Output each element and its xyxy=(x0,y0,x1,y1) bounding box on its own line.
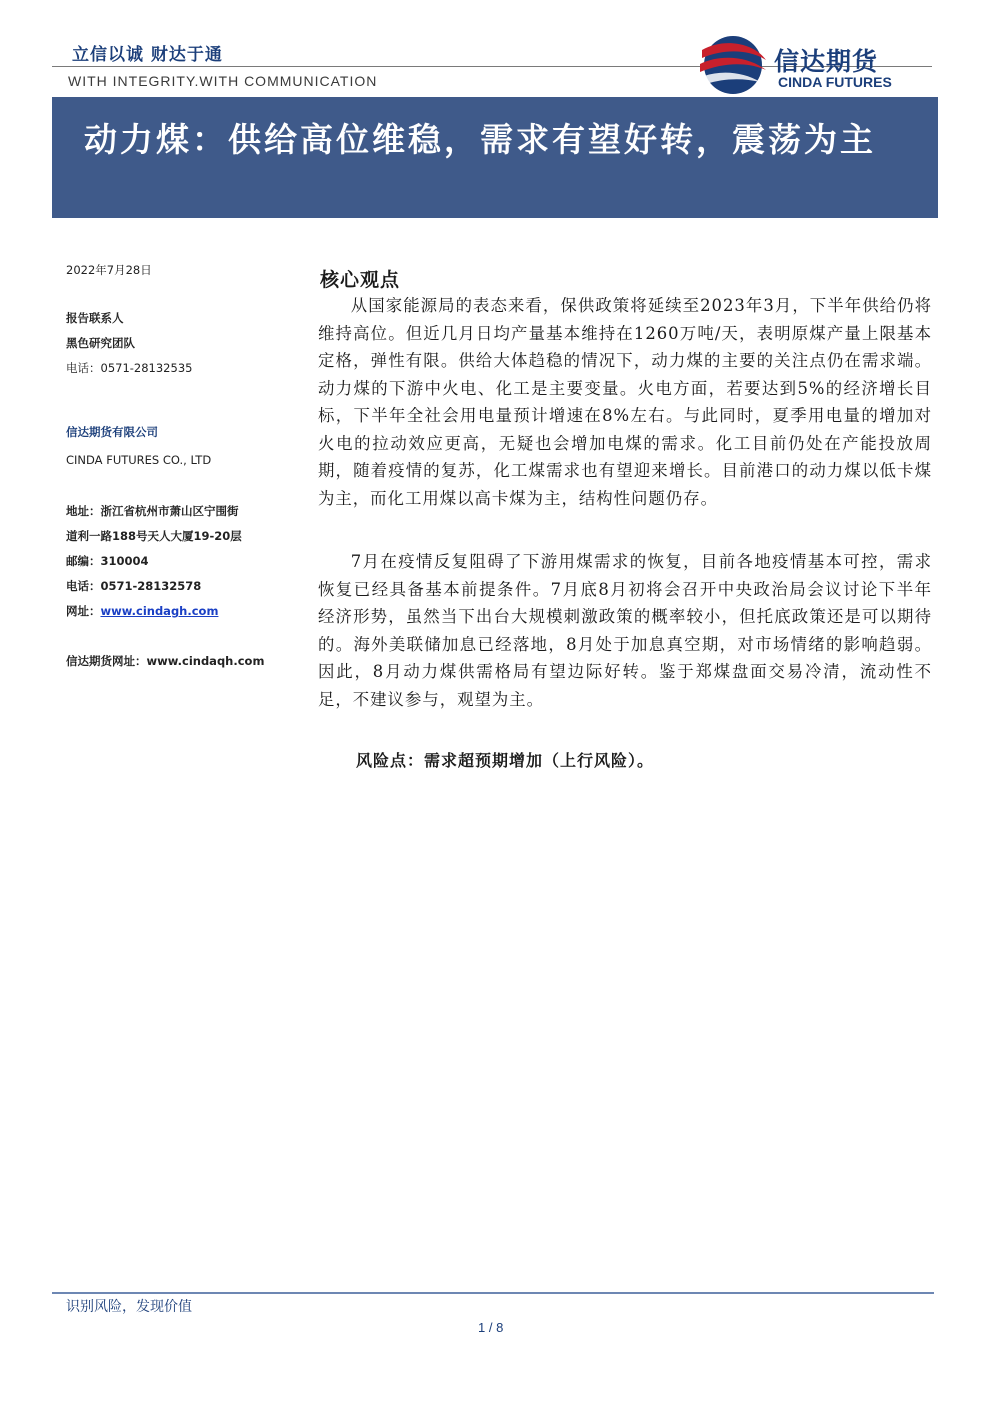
paragraph-2: 7月在疫情反复阻碍了下游用煤需求的恢复，目前各地疫情基本可控，需求恢复已经具备基本前提条件。7月底8月初将会召开中央政治局会议讨论下半年经济形势，虽然当下出台大规模刺激政策的概率较小，但托底政策还是可以期待的。海外美联储加息已经落地，8月处于加息真空期，对市场情绪的影响趋弱。因此，8月动力煤供需格局有望边际好转。鉴于郑煤盘面交易冷清，流动性不足，不建议参与，观望为主。 xyxy=(318,552,932,709)
report-title: 动力煤：供给高位维稳，需求有望好转，震荡为主 xyxy=(84,120,876,159)
footer-slogan: 识别风险，发现价值 xyxy=(66,1299,192,1315)
website-row xyxy=(66,603,218,619)
logo-text-en: CINDA FUTURES xyxy=(778,74,892,90)
footer-rule xyxy=(52,1292,934,1294)
section-heading: 核心观点 xyxy=(320,269,401,291)
team-phone: 电话：0571-28132535 xyxy=(66,361,193,375)
website-link[interactable]: www.cindagh.com xyxy=(100,604,219,618)
postcode: 邮编：310004 xyxy=(66,554,149,568)
report-date: 2022年7月28日 xyxy=(66,263,152,277)
contact-label: 报告联系人 xyxy=(66,311,124,325)
paragraph-1: 从国家能源局的表态来看，保供政策将延续至2023年3月，下半年供给仍将维持高位。但近几月日均产量基本维持在1260万吨/天，表明原煤产量上限基本定格，弹性有限。供给大体趋稳的情况下，动力煤的主要的关注点仍在需求端。动力煤的下游中火电、化工是主要变量。火电方面，若要达到5%的经济增长目标，下半年全社会用电量预计增速在8%左右。与此同时，夏季用电量的增加对火电的拉动效应更高，无疑也会增加电煤的需求。化工目前仍处在产能投放周期，随着疫情的复苏，化工煤需求也有望迎来增长。目前港口的动力煤以低卡煤为主，而化工用煤以高卡煤为主，结构性问题仍存。 xyxy=(318,296,932,508)
research-team: 黑色研究团队 xyxy=(66,336,135,350)
risk-note: 风险点：需求超预期增加（上行风险）。 xyxy=(356,751,655,770)
slogan-en: WITH INTEGRITY.WITH COMMUNICATION xyxy=(68,73,378,89)
address-line-1: 地址：浙江省杭州市萧山区宁围街 xyxy=(66,504,239,518)
cinda-logo-icon xyxy=(698,30,768,96)
company-name-cn: 信达期货有限公司 xyxy=(66,425,158,439)
page-number: 1 / 8 xyxy=(478,1320,504,1335)
website-label: 网址： xyxy=(66,604,101,618)
logo-text-cn: 信达期货 xyxy=(774,47,879,76)
company-name-en: CINDA FUTURES CO., LTD xyxy=(66,453,212,467)
slogan-cn: 立信以诚 财达于通 xyxy=(72,45,223,65)
address-line-2: 道利一路188号天人大厦19-20层 xyxy=(66,529,242,543)
company-phone: 电话：0571-28132578 xyxy=(66,579,202,593)
website-full: 信达期货网址：www.cindaqh.com xyxy=(66,654,265,668)
